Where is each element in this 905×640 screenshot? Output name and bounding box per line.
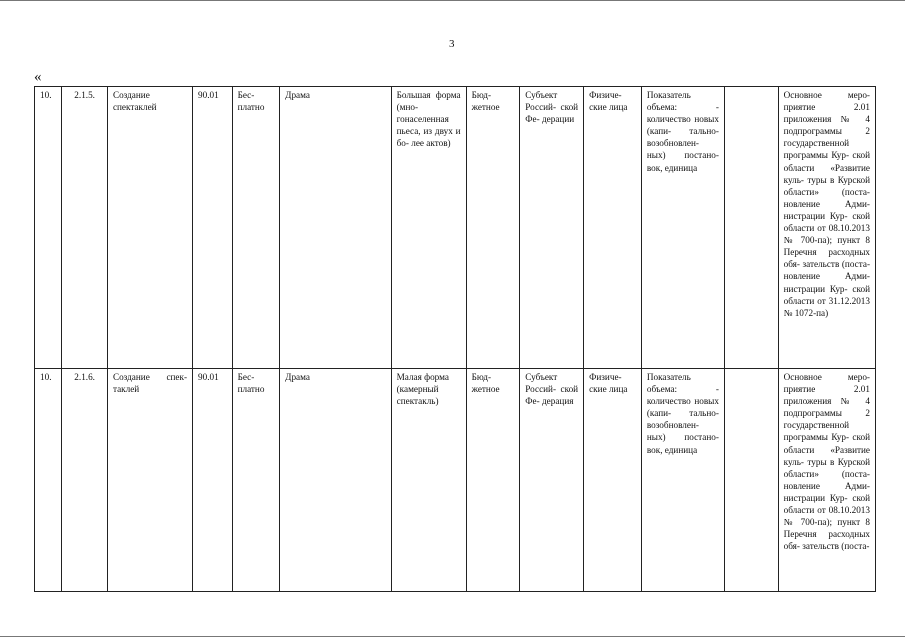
okved-code-cell: 90.01 xyxy=(193,87,233,369)
consumers-cell: Физиче- ские лица xyxy=(584,369,642,592)
indicator-cell: Показатель объема: - количество новых (капи- тально- возобновлен- ных) постано- вок, единица xyxy=(641,87,724,369)
row-number-cell: 10. xyxy=(35,369,62,592)
table-row xyxy=(35,87,876,369)
service-name-cell: Создание спек- таклей xyxy=(107,369,192,592)
registry-code-cell: 2.1.6. xyxy=(62,369,108,592)
page-number: 3 xyxy=(449,38,455,50)
table-row xyxy=(35,369,876,592)
indicator-cell: Показатель объема: - количество новых (капи- тально- возобновлен- ных) постано- вок, единица xyxy=(641,369,724,592)
form-cell: Большая форма (мно- гонаселенная пьеса, из двух и бо- лее актов) xyxy=(391,87,466,369)
okved-code-cell: 90.01 xyxy=(193,369,233,592)
form-cell: Малая форма (камерный спектакль) xyxy=(391,369,466,592)
service-name-cell: Создание спектаклей xyxy=(107,87,192,369)
payment-type-cell: Бес- платно xyxy=(232,87,280,369)
authority-level-cell: Субъект Россий- ской Фе- дерации xyxy=(520,87,584,369)
institution-type-cell: Бюд- жетное xyxy=(466,369,520,592)
bottom-edge-line xyxy=(0,636,905,637)
row-number-cell: 10. xyxy=(35,87,62,369)
legal-basis-cell: Основное меро- приятие 2.01 приложения № 4 подпрограммы 2 государственной программы Кур- ской области «Развитие куль- туры в Курской области» (поста- новление Адми- нистрации Кур- ской области от 08.10.2013 № 700-па); пункт 8 Перечня расходных обя- зательств (поста- xyxy=(778,369,875,592)
authority-level-cell: Субъект Россий- ской Фе- дерация xyxy=(520,369,584,592)
top-edge-line xyxy=(0,0,905,1)
legal-basis-cell: Основное меро- приятие 2.01 приложения № 4 подпрограммы 2 государственной программы Кур- ской области «Развитие куль- туры в Курской области» (поста- новление Адми- нистрации Кур- ской области от 08.10.2013 № 700-па); пункт 8 Перечня расходных обя- зательств (поста- новление Адми- нистрации Кур- ской области от 31.12.2013 № 1072-па) xyxy=(778,87,875,369)
payment-type-cell: Бес- платно xyxy=(232,369,280,592)
services-table xyxy=(34,86,876,592)
genre-cell: Драма xyxy=(280,369,391,592)
empty-cell xyxy=(724,369,778,592)
genre-cell: Драма xyxy=(280,87,391,369)
opening-quote-mark: « xyxy=(34,69,42,85)
empty-cell xyxy=(724,87,778,369)
institution-type-cell: Бюд- жетное xyxy=(466,87,520,369)
consumers-cell: Физиче- ские лица xyxy=(584,87,642,369)
registry-code-cell: 2.1.5. xyxy=(62,87,108,369)
